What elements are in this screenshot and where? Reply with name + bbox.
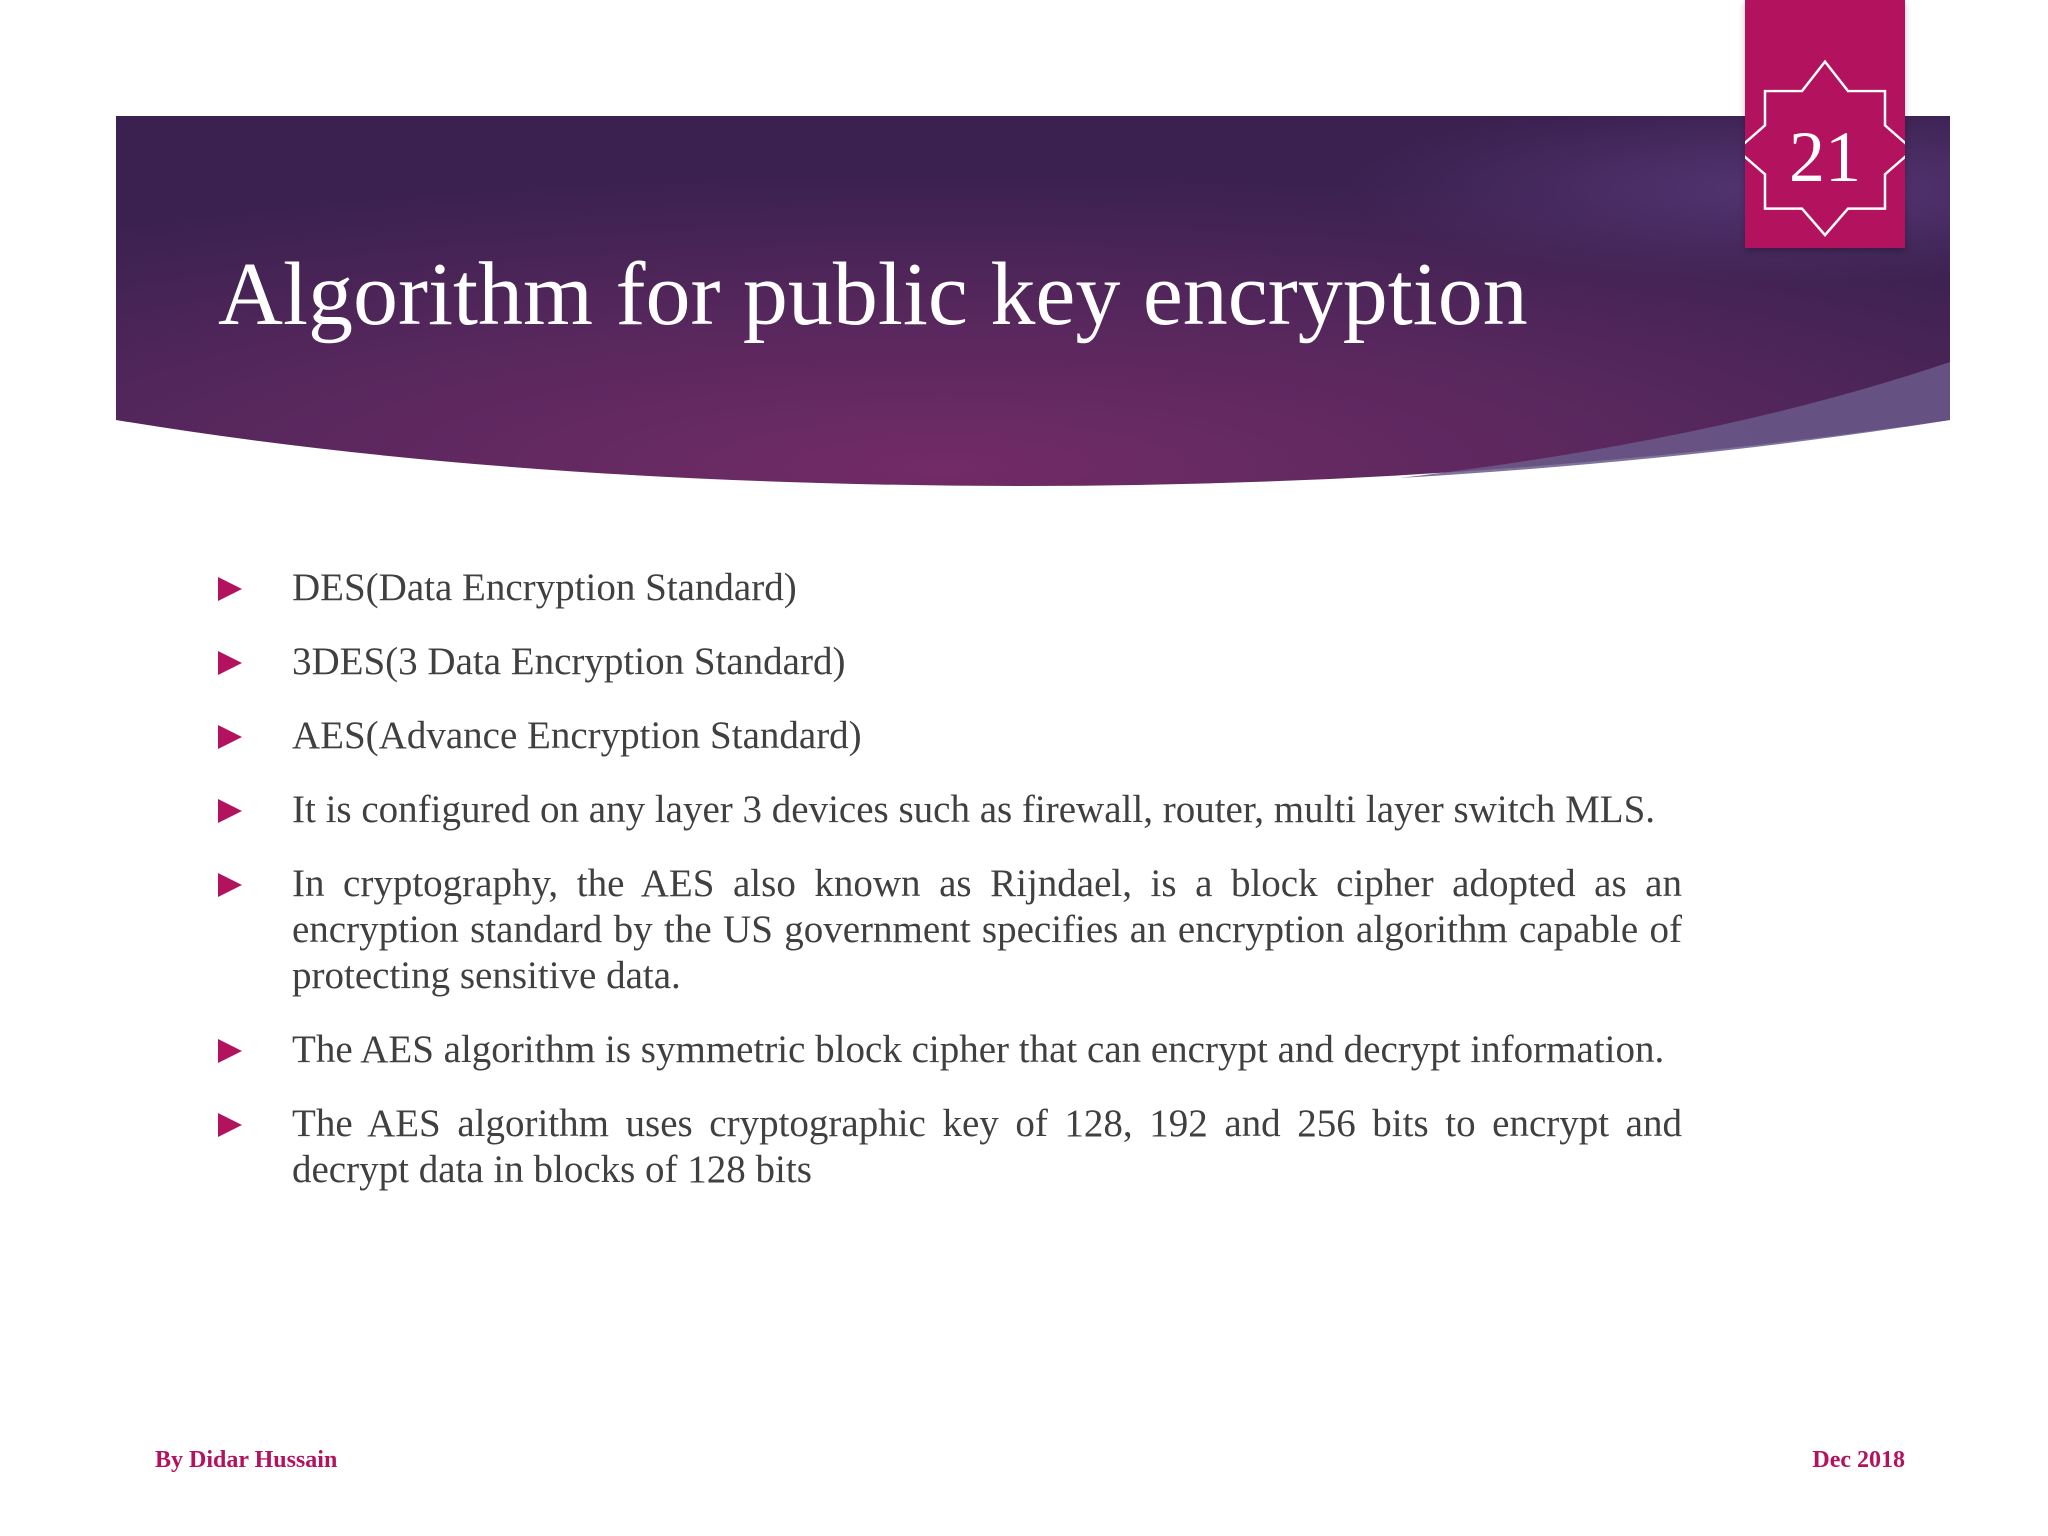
bullet-item bbox=[210, 1101, 1682, 1193]
bullet-text: The AES algorithm is symmetric block cipher that can encrypt and decrypt information. bbox=[292, 1028, 1665, 1071]
triangle-right-icon bbox=[218, 725, 242, 749]
bullet-text: AES(Advance Encryption Standard) bbox=[292, 714, 862, 757]
triangle-right-icon bbox=[218, 799, 242, 823]
bullet-text: It is configured on any layer 3 devices such as firewall, router, multi layer switch MLS. bbox=[292, 788, 1656, 831]
bullet-text: In cryptography, the AES also known as Rijndael, is a block cipher adopted as an encryption standard by the US government specifies an encryption algorithm capable of protecting sensitive data. bbox=[292, 862, 1682, 997]
bullet-text: DES(Data Encryption Standard) bbox=[292, 566, 797, 609]
page-number: 21 bbox=[1789, 117, 1861, 197]
bullet-item bbox=[210, 639, 1610, 685]
footer-date: Dec 2018 bbox=[1812, 1447, 1905, 1473]
triangle-right-icon bbox=[218, 873, 242, 897]
page-number-badge bbox=[1745, 0, 1905, 248]
bullet-item bbox=[210, 787, 1656, 833]
footer-author: By Didar Hussain bbox=[155, 1447, 338, 1473]
bullet-text: 3DES(3 Data Encryption Standard) bbox=[292, 640, 846, 683]
bullet-item bbox=[210, 1027, 1665, 1073]
bullet-item bbox=[210, 861, 1682, 999]
triangle-right-icon bbox=[218, 651, 242, 675]
bullet-list bbox=[210, 565, 1682, 1221]
bullet-item bbox=[210, 713, 1610, 759]
bullet-text: The AES algorithm uses cryptographic key of 128, 192 and 256 bits to encrypt and decrypt data in blocks of 128 bits bbox=[292, 1102, 1682, 1191]
triangle-right-icon bbox=[218, 1039, 242, 1063]
bullet-item bbox=[210, 565, 1610, 611]
triangle-right-icon bbox=[218, 577, 242, 601]
slide-title: Algorithm for public key encryption bbox=[218, 245, 1528, 344]
triangle-right-icon bbox=[218, 1113, 242, 1137]
